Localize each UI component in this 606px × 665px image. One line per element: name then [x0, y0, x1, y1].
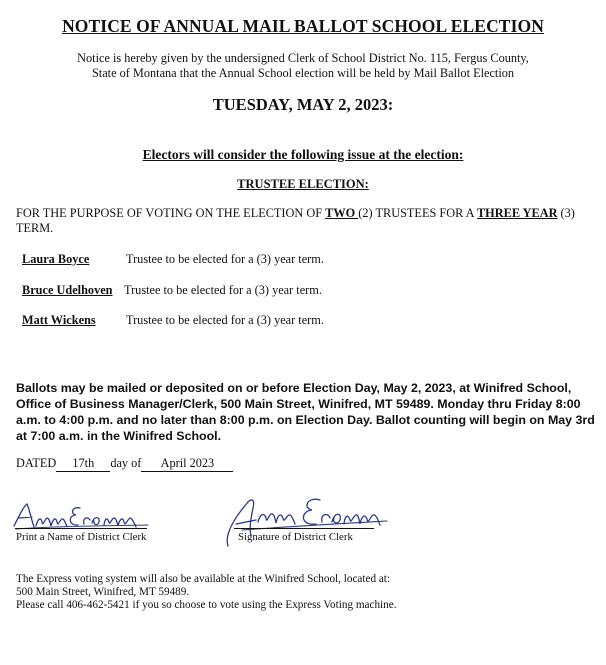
election-date-heading: TUESDAY, MAY 2, 2023:: [212, 95, 394, 114]
dated-line: [16, 456, 233, 472]
purpose-suffix: (3) TERM.: [16, 206, 575, 235]
footer-line-3: Please call 406-462-5421 if you so choose to vote using the Express Voting machine.: [16, 599, 397, 611]
purpose-paragraph: [16, 206, 592, 236]
intro-line-1: Notice is hereby given by the undersigned Clerk of School District No. 115, Fergus County,: [77, 51, 529, 65]
printed-name-line: [15, 528, 147, 529]
trustee-heading-text: TRUSTEE ELECTION: [237, 177, 365, 191]
footer-text: [16, 573, 397, 612]
candidate-description: Trustee to be elected for a (3) year term.: [124, 283, 322, 297]
trustee-election-heading: [0, 177, 606, 192]
intro-line-2: State of Montana that the Annual School election will be held by Mail Ballot Election: [91, 66, 515, 80]
candidate-name: Laura Boyce: [22, 252, 90, 266]
printed-name-label: Print a Name of District Clerk: [16, 531, 147, 543]
purpose-middle: (2) TRUSTEES FOR A: [358, 206, 477, 220]
purpose-prefix: FOR THE PURPOSE OF VOTING ON THE ELECTION OF: [16, 206, 326, 220]
footer-line-2: 500 Main Street, Winifred, MT 59489.: [16, 586, 190, 598]
dated-month-year: April 2023: [141, 456, 233, 472]
footer-line-1: The Express voting system will also be available at the Winifred School, located at:: [16, 573, 391, 585]
clerk-signature-handwriting: [222, 494, 392, 552]
candidate-name: Bruce Udelhoven: [22, 283, 113, 297]
dated-day: 17th: [56, 456, 110, 472]
candidate-description: Trustee to be elected for a (3) year term.: [126, 252, 324, 266]
dated-label: DATED: [16, 456, 57, 470]
trustee-heading-colon: :: [364, 177, 369, 191]
candidate-row: [16, 313, 324, 328]
candidate-name: Matt Wickens: [22, 313, 96, 327]
candidate-description: Trustee to be elected for a (3) year term.: [126, 313, 324, 327]
intro-text: [0, 51, 606, 81]
candidate-row: [16, 252, 324, 267]
ballot-instructions: Ballots may be mailed or deposited on or before Election Day, May 2, 2023, at Winifred School, Office of Business Manager/Clerk, 500 Main Street, Winifred, MT 59489. Monday thru Friday 8:00 a.m. to 4:00 p.m. and no later than 8:00 p.m. on Election Day. Ballot counting will begin on May 3rd at 7:00 a.m. in the Winifred School.: [16, 381, 595, 443]
signature-line: [234, 528, 374, 529]
purpose-term: THREE YEAR: [476, 206, 558, 220]
signature-label: Signature of District Clerk: [238, 531, 353, 543]
candidate-row: [16, 283, 322, 298]
notice-title: NOTICE OF ANNUAL MAIL BALLOT SCHOOL ELECTION: [62, 16, 544, 36]
purpose-count: TWO: [325, 206, 359, 220]
dated-day-of: day of: [110, 456, 142, 470]
issue-heading: Electors will consider the following issue at the election:: [142, 147, 464, 162]
